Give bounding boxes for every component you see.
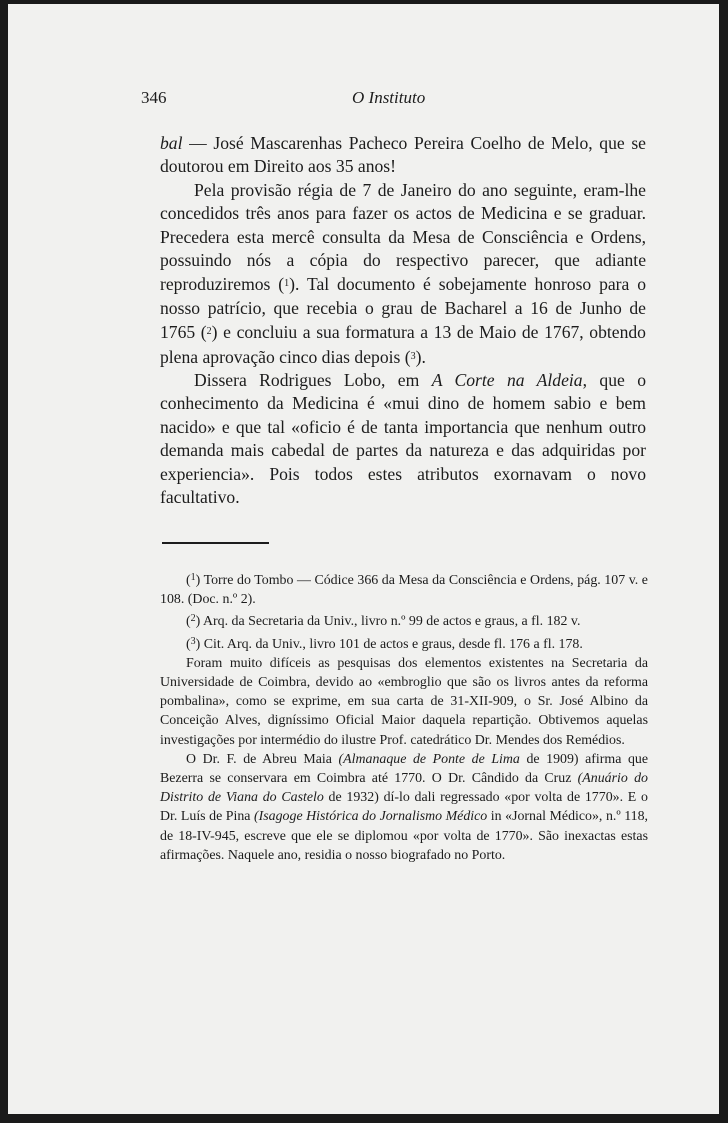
sources-text-c: de 1932) dí-lo dali regressado «por volta de 1770». E o Dr. Luís de Pina (160, 790, 648, 825)
paragraph-2-text-c: ) e concluiu a sua formatura a 13 de Maio de 1767, obtendo plena aprovação cinco dias depois ( (160, 322, 646, 367)
source-title-3: (Isagoge Histórica do Jornalismo Médico (254, 809, 488, 825)
paragraph-2-text-d: ). (415, 346, 426, 367)
book-page (8, 4, 719, 1114)
paragraph-2 (160, 179, 646, 369)
footnote-paragraph-sources (160, 750, 648, 865)
footnote-1-text: Torre do Tombo — Códice 366 da Mesa da Consciência e Ordens, pág. 107 v. e 108. (Doc. n.º 2). (160, 573, 648, 608)
paragraph-2-text-b: ). Tal documento é sobejamente honroso para o nosso patrício, que recebia o grau de Bacharel a 16 de Junho de 1765 ( (160, 274, 647, 343)
footnote-ref-1: 1 (284, 278, 290, 290)
footnote-2: ($^2$) Arq. da Secretaria da Univ., livro n.º 99 de actos e graus, a fl. 182 v. (186, 613, 581, 630)
footnote-ref-3: 3 (410, 350, 416, 362)
footnote-3: ($^3$) Cit. Arq. da Univ., livro 101 de actos e graus, desde fl. 176 a fl. 178. (186, 635, 583, 652)
footnote-3-text: Cit. Arq. da Univ., livro 101 de actos e graus, desde fl. 176 a fl. 178. (203, 636, 583, 652)
source-title-1: (Almanaque de Ponte de Lima (338, 751, 520, 767)
paragraph-1-italic: bal (160, 133, 183, 153)
footnotes (160, 568, 648, 865)
footnote-2-mark: 2 (190, 613, 196, 625)
book-title: A Corte na Aldeia (431, 370, 583, 391)
sources-text-a: O Dr. F. de Abreu Maia (186, 751, 339, 767)
running-head (8, 88, 719, 112)
paragraph-3 (160, 369, 646, 509)
source-title-2: (Anuário do Distrito de Viana do Castelo (160, 771, 648, 806)
footnote-1: ($^1$) Torre do Tombo — Códice 366 da Mesa da Consciência e Ordens, pág. 107 v. e 108. (Doc. n.º 2). (160, 572, 648, 608)
main-text (160, 132, 646, 510)
footnote-paragraph-research: Foram muito difíceis as pesquisas dos elementos existentes na Secretaria da Universidade de Coimbra, devido ao «embroglio que são os livros antes da reforma pombalina», como se exprime, em sua carta de 31-XII-909, o Sr. José Albino da Conceição Alves, digníssimo Oficial Maior daquela repartição. Obtivemos aquelas investigações por intermédio do ilustre Prof. catedrático Dr. Mendes dos Remédios. (160, 655, 648, 748)
footnote-1-mark: 1 (190, 572, 196, 583)
paragraph-1 (160, 132, 646, 179)
footnote-2-text: Arq. da Secretaria da Univ., livro n.º 99 de actos e graus, a fl. 182 v. (202, 614, 581, 630)
sources-text-b: de 1909) afirma que Bezerra se conservara em Coimbra até 1770. O Dr. Cândido da Cruz (160, 751, 648, 787)
running-title: O Instituto (352, 88, 426, 107)
sources-text-d: in «Jornal Médico», n.º 118, de 18-IV-945, escreve que ele se diplomou «por volta de 1770». São inexactas estas afirmações. Naquele ano, residia o nosso biografado no Porto. (160, 809, 648, 863)
footnote-divider (162, 542, 269, 544)
paragraph-3-text-a: Dissera Rodrigues Lobo, em (194, 370, 432, 391)
footnote-3-mark: 3 (190, 635, 196, 647)
page-number: 346 (141, 88, 167, 107)
footnote-ref-2: 2 (206, 326, 212, 338)
paragraph-2-text-a: Pela provisão régia de 7 de Janeiro do ano seguinte, eram-lhe concedidos três anos para fazer os actos de Medicina e se graduar. Precedera esta mercê consulta da Mesa de Consciência e Ordens, possuindo nós a cópia do respectivo parecer, que adiante reproduziremos ( (160, 179, 646, 295)
paragraph-3-text-b: , que o conhecimento da Medicina é «mui dino de homem sabio e bem nacido» e que tal «oficio é de tanta importancia que nenhum outro demanda mais cabedal de partes da natureza e das adquiridas por experiencia». Pois todos estes atributos exornavam o novo facultativo. (160, 370, 646, 508)
paragraph-1-text: — José Mascarenhas Pacheco Pereira Coelho de Melo, que se doutorou em Direito aos 35 anos! (160, 133, 646, 177)
